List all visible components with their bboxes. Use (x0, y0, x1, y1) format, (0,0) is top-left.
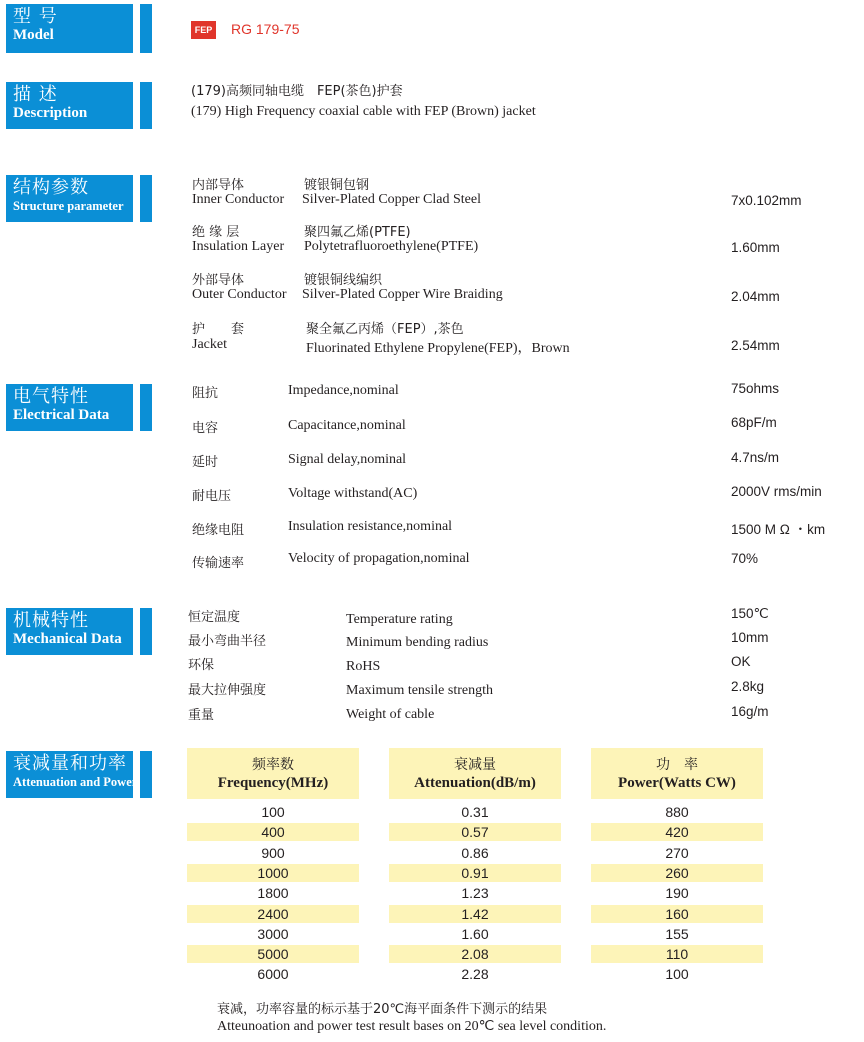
section-title-en: Electrical Data (13, 407, 110, 423)
power-cell: 880 (665, 804, 689, 820)
electrical-value: 75ohms (731, 381, 780, 396)
section-label-description (6, 82, 133, 129)
power-cell: 110 (665, 946, 689, 963)
electrical-label-en: Signal delay,nominal (288, 452, 407, 467)
electrical-label-en: Voltage withstand(AC) (288, 486, 418, 501)
electrical-value: 4.7ns/m (731, 450, 780, 465)
structure-name-cn: 内部导体 (192, 178, 245, 193)
mechanical-label-en: Temperature rating (346, 612, 453, 627)
structure-name-en: Jacket (192, 337, 227, 352)
header-en: Attenuation(dB/m) (414, 775, 536, 791)
mechanical-label-cn: 最小弯曲半径 (188, 634, 267, 649)
frequency-cell: 1000 (257, 864, 289, 881)
section-title-en: Structure parameter (13, 199, 124, 213)
section-title-cn: 描 述 (13, 84, 58, 105)
electrical-label-cn: 电容 (192, 421, 219, 436)
section-bar (140, 82, 152, 129)
structure-material-cn: 聚四氟乙烯(PTFE) (304, 225, 411, 240)
mechanical-label-cn: 环保 (188, 658, 215, 673)
mechanical-label-en: Maximum tensile strength (346, 683, 493, 698)
electrical-label-en: Impedance,nominal (288, 383, 399, 398)
attenuation-cell: 1.23 (461, 885, 489, 902)
structure-material-en: Fluorinated Ethylene Propylene(FEP)，Brown (306, 341, 570, 356)
structure-material-en: Silver-Plated Copper Wire Braiding (302, 287, 503, 302)
section-title-cn: 机械特性 (13, 610, 89, 631)
section-bar (140, 751, 152, 798)
table-header-attenuation (389, 748, 561, 799)
power-cell: 420 (665, 824, 689, 841)
mechanical-value: OK (731, 654, 751, 669)
structure-material-en: Silver-Plated Copper Clad Steel (302, 192, 481, 207)
structure-material-cn: 镀银铜线编织 (304, 273, 383, 288)
mechanical-label-cn: 最大拉伸强度 (188, 683, 267, 698)
mechanical-label-cn: 重量 (188, 708, 215, 723)
structure-name-cn: 护 套 (192, 322, 245, 337)
electrical-label-en: Insulation resistance,nominal (288, 519, 453, 534)
structure-value: 2.04mm (731, 289, 780, 304)
section-title-cn: 结构参数 (13, 177, 89, 198)
frequency-cell: 900 (261, 844, 285, 861)
electrical-value: 1500 M Ω ・km (731, 522, 826, 537)
structure-name-cn: 绝 缘 层 (192, 225, 240, 240)
electrical-value: 68pF/m (731, 415, 777, 430)
electrical-label-cn: 延时 (192, 455, 219, 470)
table-note-cn: 衰减，功率容量的标示基于20℃海平面条件下测示的结果 (217, 1002, 548, 1017)
attenuation-cell: 2.28 (461, 966, 489, 983)
section-label-structure (6, 175, 133, 222)
attenuation-cell: 1.60 (461, 925, 489, 942)
section-title-cn: 电气特性 (13, 386, 89, 407)
frequency-cell: 1800 (257, 885, 289, 902)
section-bar (140, 4, 152, 53)
section-bar (140, 608, 152, 655)
structure-material-en: Polytetrafluoroethylene(PTFE) (304, 239, 479, 254)
header-en: Power(Watts CW) (618, 775, 736, 791)
frequency-cell: 100 (261, 804, 285, 820)
power-cell: 100 (665, 966, 689, 983)
model-number: RG 179-75 (231, 21, 300, 37)
power-cell: 190 (665, 885, 689, 902)
mechanical-value: 10mm (731, 630, 769, 645)
structure-name-en: Outer Conductor (192, 287, 287, 302)
electrical-label-en: Capacitance,nominal (288, 418, 406, 433)
section-label-mechanical (6, 608, 133, 655)
table-header-power (591, 748, 763, 799)
description-cn: (179)高频同轴电缆 FEP(茶色)护套 (191, 84, 403, 99)
power-cell: 160 (665, 905, 689, 922)
power-cell: 270 (665, 844, 689, 861)
mechanical-label-en: Weight of cable (346, 707, 435, 722)
structure-value: 2.54mm (731, 338, 780, 353)
electrical-value: 70% (731, 551, 759, 566)
mechanical-label-en: RoHS (346, 659, 381, 674)
structure-value: 7x0.102mm (731, 193, 802, 208)
fep-badge: FEP (191, 21, 216, 39)
electrical-label-en: Velocity of propagation,nominal (288, 551, 470, 566)
description-en: (179) High Frequency coaxial cable with FEP (Brown) jacket (191, 104, 536, 119)
table-note-en: Atteunoation and power test result bases on 20℃ sea level condition. (217, 1019, 607, 1034)
attenuation-cell: 1.42 (461, 905, 489, 922)
section-bar (140, 175, 152, 222)
section-title-cn: 衰减量和功率 (13, 753, 127, 774)
frequency-cell: 2400 (257, 905, 289, 922)
header-cn: 衰减量 (454, 757, 496, 773)
attenuation-cell: 0.31 (461, 804, 489, 820)
structure-name-en: Insulation Layer (192, 239, 285, 254)
electrical-label-cn: 绝缘电阻 (192, 523, 245, 538)
structure-material-cn: 镀银铜包钢 (304, 178, 370, 193)
structure-name-cn: 外部导体 (192, 273, 245, 288)
attenuation-cell: 0.57 (461, 824, 489, 841)
frequency-cell: 3000 (257, 925, 289, 942)
power-cell: 155 (665, 925, 689, 942)
section-title-en: Model (13, 27, 54, 43)
structure-name-en: Inner Conductor (192, 192, 285, 207)
frequency-cell: 400 (261, 824, 285, 841)
section-title-en: Mechanical Data (13, 631, 122, 647)
structure-value: 1.60mm (731, 240, 780, 255)
mechanical-value: 150℃ (731, 606, 769, 621)
frequency-cell: 5000 (257, 946, 289, 963)
attenuation-cell: 0.91 (461, 864, 489, 881)
header-en: Frequency(MHz) (217, 775, 329, 791)
table-header-frequency (187, 748, 359, 799)
mechanical-label-cn: 恒定温度 (188, 610, 241, 625)
structure-material-cn: 聚全氟乙丙烯（FEP）,茶色 (306, 322, 464, 337)
section-title-en: Attenuation and Power (13, 775, 138, 789)
header-cn: 频率数 (252, 757, 294, 773)
electrical-label-cn: 耐电压 (192, 489, 232, 504)
section-title-cn: 型 号 (13, 6, 58, 27)
attenuation-cell: 0.86 (461, 844, 489, 861)
electrical-label-cn: 传输速率 (192, 556, 245, 571)
section-label-electrical (6, 384, 133, 431)
header-cn: 功 率 (656, 757, 698, 773)
electrical-label-cn: 阻抗 (192, 386, 219, 401)
mechanical-value: 2.8kg (731, 679, 765, 694)
mechanical-label-en: Minimum bending radius (346, 635, 489, 650)
section-bar (140, 384, 152, 431)
section-label-attenuation (6, 751, 138, 798)
power-cell: 260 (665, 864, 689, 881)
frequency-cell: 6000 (257, 966, 289, 983)
section-title-en: Description (13, 105, 88, 121)
electrical-value: 2000V rms/min (731, 484, 822, 499)
mechanical-value: 16g/m (731, 704, 769, 719)
section-label-model (6, 4, 133, 53)
attenuation-cell: 2.08 (461, 946, 489, 963)
